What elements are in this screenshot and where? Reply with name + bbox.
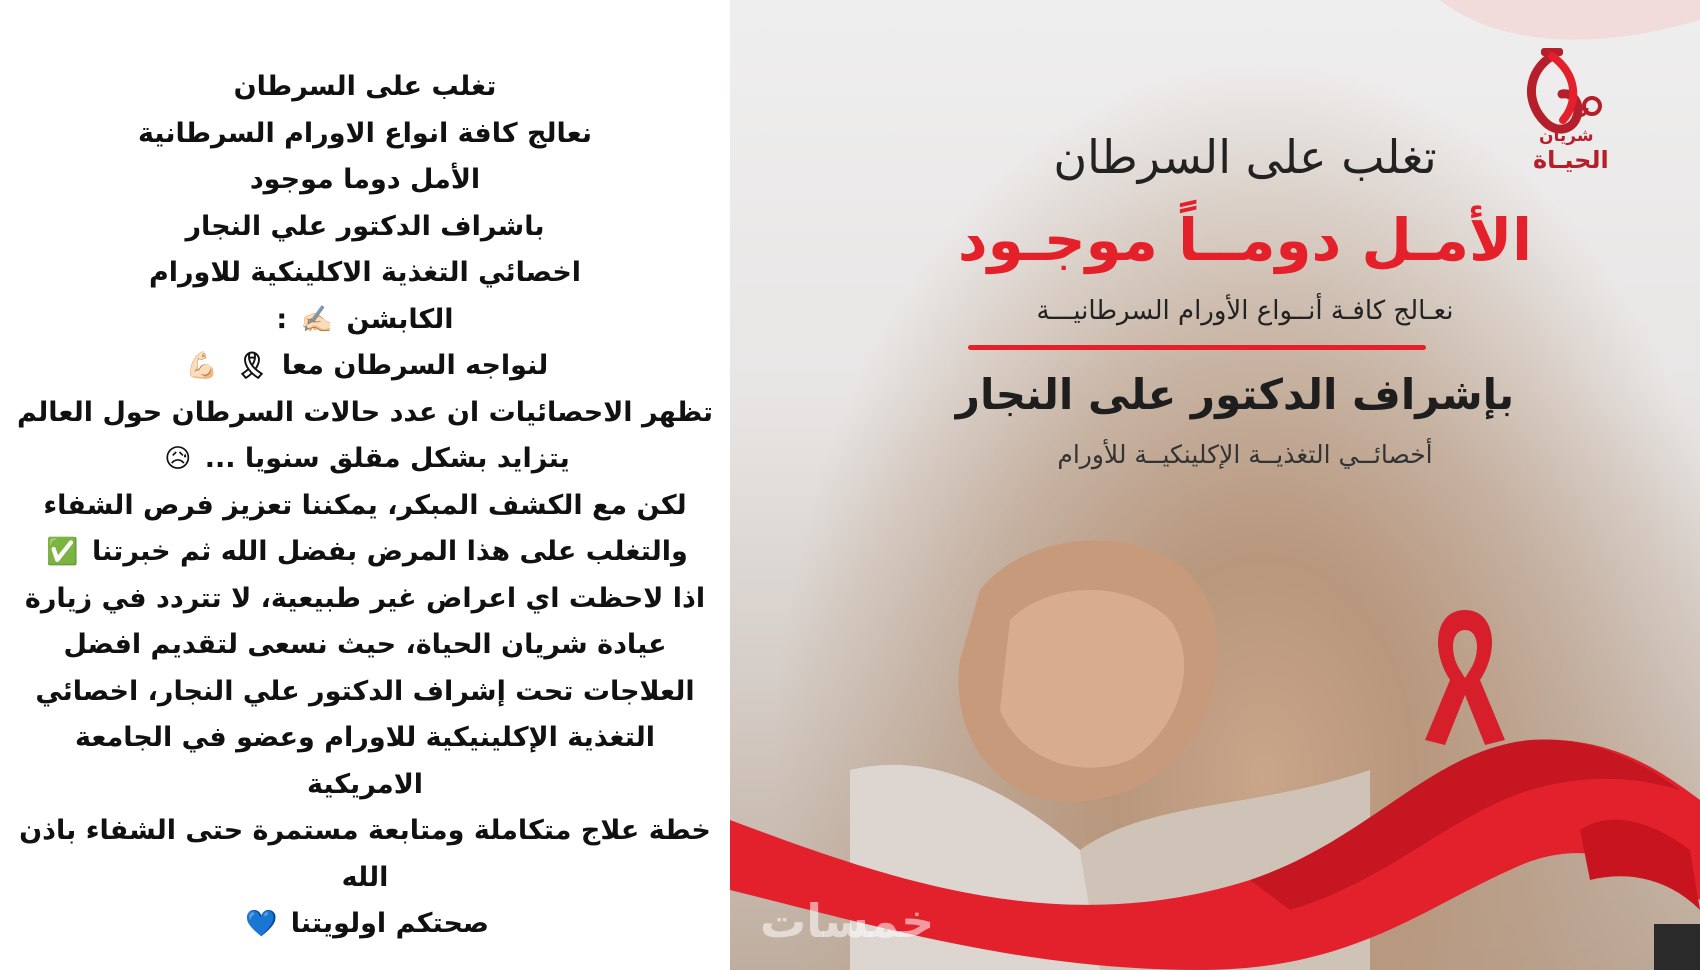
- caption-line-label: [276, 297, 453, 344]
- muscle-icon: 💪🏻: [185, 351, 219, 381]
- caption-line: باشراف الدكتور علي النجار: [185, 210, 545, 242]
- poster-specialty: أخصائــي التغذيــة الإكلينكيــة للأورام: [1057, 440, 1433, 469]
- caption-line: [42, 529, 688, 576]
- caption-line: عيادة شريان الحياة، حيث نسعى لتقديم افضل: [63, 629, 667, 660]
- caption-line: خطة علاج متكاملة ومتابعة مستمرة حتى الشفاء باذن: [19, 815, 711, 846]
- caption-line: لكن مع الكشف المبكر، يمكننا تعزيز فرص الشفاء: [43, 489, 687, 521]
- logo-name-line1: شريان: [1539, 126, 1594, 146]
- blue-heart-icon: 💙: [244, 909, 278, 939]
- caption-line: [160, 436, 570, 483]
- caption-line: [241, 901, 489, 948]
- caption-line: تغلب على السرطان: [233, 71, 497, 102]
- poster-hope-headline: الأمـل دومــاً موجـود: [957, 206, 1533, 274]
- caption-line: الأمل دوما موجود: [249, 164, 481, 195]
- caption-line: نعالج كافة انواع الاورام السرطانية: [137, 117, 593, 149]
- logo-name-line2: الحيـاة: [1533, 146, 1609, 174]
- caption-colon: :: [276, 303, 288, 335]
- caption-line: اخصائي التغذية الاكلينكية للاورام: [148, 257, 582, 288]
- caption-text: لنواجه السرطان معا: [281, 350, 549, 381]
- caption-line: اذا لاحظت اي اعراض غير طبيعية، لا تتردد في زيارة: [24, 582, 706, 614]
- caption-line: تظهر الاحصائيات ان عدد حالات السرطان حول العالم: [16, 396, 714, 428]
- poster-title: تغلب على السرطان: [1053, 130, 1437, 184]
- caption-text: يتزايد بشكل مقلق سنويا ...: [204, 443, 570, 474]
- corner-block: [1654, 924, 1700, 970]
- caption-line: [182, 343, 549, 390]
- writing-hand-icon: ✍🏻: [300, 304, 334, 335]
- poster-image: [730, 0, 1700, 970]
- caption-text: والتغلب على هذا المرض بفضل الله ثم خبرتنا: [92, 536, 688, 567]
- caption-line: العلاجات تحت إشراف الدكتور علي النجار، اخصائي: [35, 675, 695, 707]
- caption-line: التغذية الإكلينيكية للاورام وعضو في الجامعة: [74, 722, 656, 753]
- watermark: خمسات: [760, 894, 935, 948]
- check-mark-icon: ✅: [46, 537, 79, 567]
- red-underline-divider: [968, 345, 1426, 350]
- caption-text: صحتكم اولويتنا: [290, 908, 490, 939]
- caption-line: الامريكية: [306, 768, 424, 800]
- poster-treatment-line: نعـالج كافـة أنــواع الأورام السرطانيـــة: [1036, 296, 1454, 326]
- caption-label-text: الكابشن: [346, 303, 454, 335]
- caption-line: الله: [341, 861, 389, 893]
- caption-panel: [0, 0, 730, 970]
- poster-doctor-name: بإشراف الدكتور على النجار: [955, 370, 1515, 419]
- ribbon-icon: 🎗: [235, 351, 269, 381]
- sad-face-icon: 😥: [164, 444, 192, 474]
